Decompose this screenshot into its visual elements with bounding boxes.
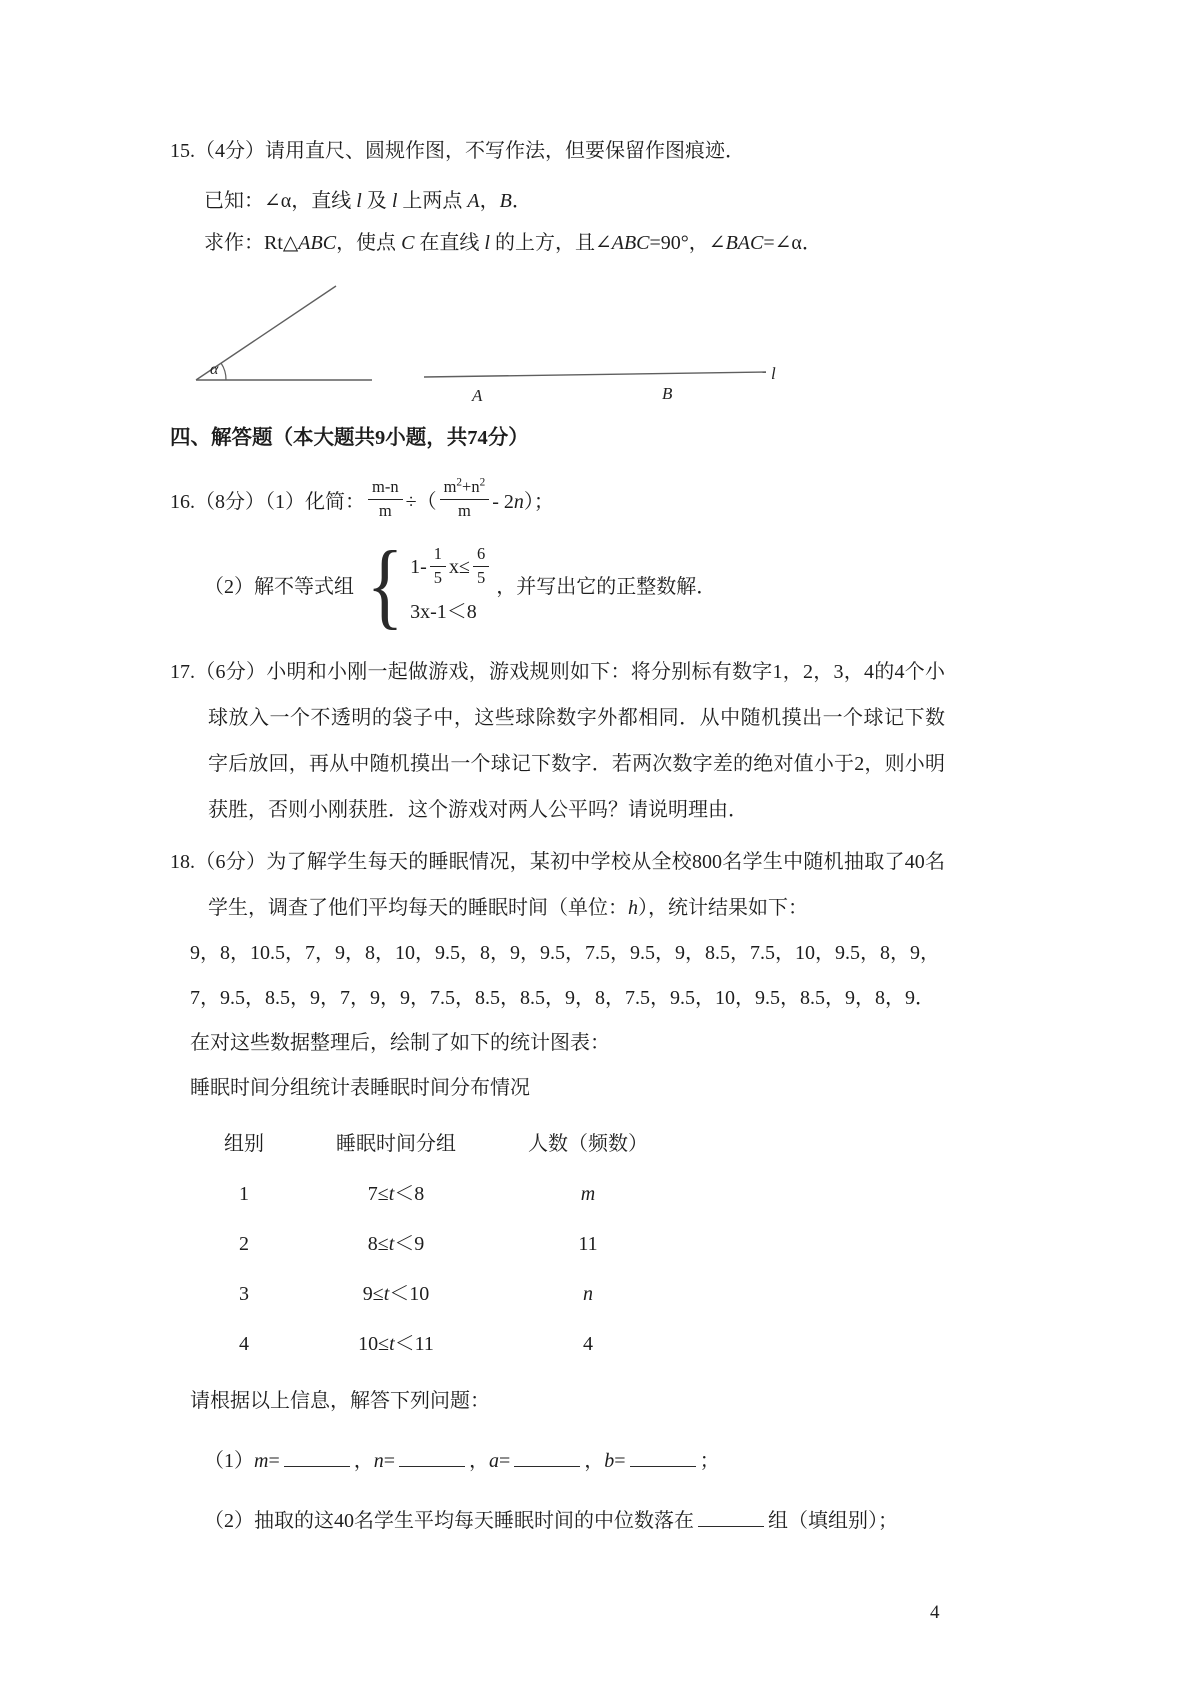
fraction-mn-over-m [368,478,403,521]
inequality-system [410,545,492,624]
denominator: 5 [476,568,486,588]
q15-known: 已知：∠α，直线 l 及 l 上两点 A，B． [204,190,532,212]
q18-data-line-2: 7，9.5，8.5，9，7，9，9，7.5，8.5，8.5，9，8，7.5，9.5，10，9.5，8.5，9，8，9． [190,986,935,1009]
table-row-cell: 9≤t＜10 [362,1282,430,1305]
line-l-label: l [771,364,776,383]
numerator: $m^2+n^2$ [440,478,490,500]
q16-part2-lead: （2）解不等式组 [204,576,354,599]
point-a-label: A [472,386,483,405]
angle-arc [221,363,226,380]
inequality-1 [410,545,492,588]
q17-text: 17.（6分）小明和小刚一起做游戏，游戏规则如下：将分别标有数字1，2，3，4的4个小球放入一个不透明的袋子中，这些球除数字外都相同．从中随机摸出一个球记下数字后放回，再从中随机摸出一个球记下数字．若两次数字差的绝对值小于2，则小明获胜，否则小刚获胜．这个游戏对两人公平吗？请说明理由． [170,660,945,821]
q16-part1-lead: 16.（8分）（1）化简： [170,491,365,514]
ineq1-mid: x≤ [449,555,470,578]
denominator: 5 [433,568,442,588]
q15-title: 15.（4分）请用直尺、圆规作图，不写作法，但要保留作图痕迹． [170,140,745,162]
fraction-6-5 [473,545,489,588]
table-header-range: 睡眠时间分组 [336,1132,456,1155]
q18-prompt: 请根据以上信息，解答下列问题： [190,1389,490,1412]
q18-after-data: 在对这些数据整理后，绘制了如下的统计图表： [190,1031,610,1054]
q16-part2 [204,533,945,637]
table-row-cell: n [583,1282,593,1305]
denominator: m [457,501,471,521]
page-number: 4 [930,1602,940,1623]
q15-figure-container [170,258,945,414]
q18-data-line-1: 9，8，10.5，7，9，8，10，9.5，8，9，9.5，7.5，9.5，9，8.5，7.5，10，9.5，8，9， [190,941,940,964]
table-header-count: 人数（频数） [528,1132,648,1155]
system-brace: { [366,531,404,638]
table-row-cell: 7≤t＜8 [367,1182,425,1205]
ineq1-pre: 1- [410,555,427,578]
table-row-cell: 11 [578,1232,598,1255]
q18-subquestion-1: （1）m= ，n= ，a= ，b= ； [204,1438,945,1484]
q18-subquestion-2: （2）抽取的这40名学生平均每天睡眠时间的中位数落在 组（填组别）； [204,1498,945,1544]
numerator: 1 [430,545,446,567]
table-row-cell: 1 [239,1182,249,1205]
table-header-group: 组别 [224,1132,264,1155]
table-row-cell: 3 [239,1282,249,1305]
q16-part1-tail: - 2n）； [492,491,554,514]
answer-blank [630,1446,696,1466]
page-content [170,136,945,1544]
numerator: m-n [368,478,403,500]
inequality-2: 3x-1＜8 [410,601,477,624]
sleep-time-table [196,1119,945,1369]
q15-construct: 求作：Rt△ABC，使点 C 在直线 l 的上方，且∠ABC=90°，∠BAC=∠α． [204,232,822,254]
table-row-cell: 10≤t＜11 [358,1332,434,1355]
denominator: m [378,501,392,521]
q18-intro: 18.（6分）为了解学生每天的睡眠情况，某初中学校从全校800名学生中随机抽取了40名学生，调查了他们平均每天的睡眠时间（单位：h），统计结果如下： [170,850,945,919]
fraction-m2n2-over-m [440,478,490,521]
table-row-cell: m [580,1182,596,1205]
table-row-cell: 4 [583,1332,593,1355]
q16-part2-tail: ，并写出它的正整数解． [496,576,717,599]
section-4-title: 四、解答题（本大题共9小题，共74分） [170,427,529,449]
answer-blank [514,1446,580,1466]
q16-part1 [170,471,945,529]
answer-blank [284,1446,350,1466]
line-l [424,372,766,377]
numerator: 6 [473,545,489,567]
fraction-1-5 [430,545,446,588]
q15-construction-figure [170,258,945,408]
table-row-cell: 4 [239,1332,249,1355]
answer-blank [399,1446,465,1466]
point-b-label: B [662,384,673,403]
alpha-label: α [210,361,219,378]
answer-blank [698,1506,764,1526]
table-row-cell: 8≤t＜9 [367,1232,425,1255]
table-row-cell: 2 [239,1232,249,1255]
q18-table-caption: 睡眠时间分组统计表睡眠时间分布情况 [190,1076,530,1099]
divide-open-paren: ÷（ [405,491,437,514]
